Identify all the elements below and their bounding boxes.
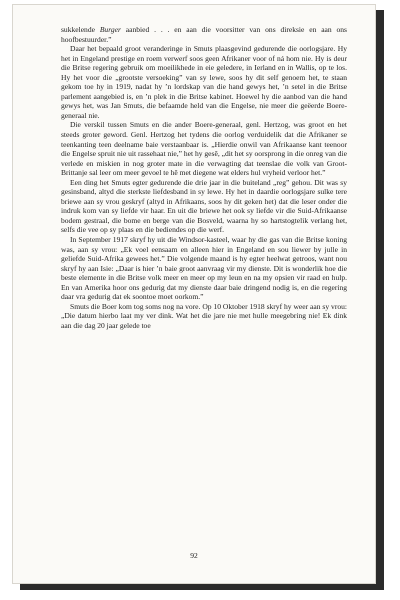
paragraph [61, 44, 347, 120]
text-run: Daar het bepaald groot veranderinge in Smuts plaasgevind gedurende die oorlogsjare. Hy het in Engeland prestige en roem verwerf soos geen Afrikaner voor of ná hom nie. Hy is deur die Britse regering gebruik om moeilikhede in eie geledere, in Ierland en in Wallis, op te los. Hy het voor die „grootste versoeking” van sy lewe, soos hy dit self genoem het, te staan gekom toe hy in 1919, nadat hy ’n lordskap van die hand gewys het, ’n setel in die Britse parlement aangebied is, en ’n plek in die Britse kabinet. Hoewel hy die aanbod van die hand gewys het, was Jan Smuts, die befaamde held van die Engelse, nie meer die geëerde Boere-generaal nie. [61, 44, 347, 120]
paragraph [61, 235, 347, 302]
text-run: sukkelende [61, 25, 100, 34]
body-text [61, 25, 347, 331]
text-run: Smuts die Boer kom tog soms nog na vore. Op 10 Oktober 1918 skryf hy weer aan sy vrou: „Die datum hierbo laat my ver dink. Wat het die jare nie met hulle meegebring nie! Ek dink aan die dag 20 jaar gelede toe [61, 301, 347, 330]
text-run: Een ding het Smuts egter gedurende die drie jaar in die buiteland „reg” gehou. Dit was sy gesinsband, altyd die sterkste liefdesband in sy lewe. Hy het in daardie oorlogsjare sulke tere briewe aan sy vrou geskryf (altyd in Afrikaans, soos hy dit geken het) dat die leser onder die indruk kom van sy liefde vir haar. En uit die briewe het ook sy liefde vir die Suid-Afrikaanse bodem gestraal, die bome en berge van die Bosveld, waarna hy so hartstogtelik verlang het, selfs die vee op sy plaas en die bediendes op die werf. [61, 177, 347, 235]
paragraph [61, 120, 347, 177]
page-number: 92 [190, 551, 198, 560]
paragraph [61, 178, 347, 235]
paragraph [61, 25, 347, 44]
text-run: aanbied . . . en aan die voorsitter van ons direksie en aan ons hoofbestuurder.” [61, 25, 347, 44]
italic-text: Burger [99, 25, 121, 34]
text-run: In September 1917 skryf hy uit die Windsor-kasteel, waar hy die gas van die Britse koning was, aan sy vrou: „Ek voel eensaam en alleen hier in Engeland en sou liewer by julle in geliefde Suid-Afrika gewees het.” Die volgende maand is hy egter heelwat getroos, want nou skryf hy aan Isie: „Daar is hier ’n baie groot aanvraag vir my dienste. Dit is wonderlik hoe die beste elemente in die Britse volk meer en meer op my leun en na my opsien vir raad en hulp. En van Amerika hoor ons gedurig dat my dienste daar baie dringend nodig is, en die regering daar vra gedurig dat ek soontoe moet oorkom.” [61, 235, 347, 302]
book-page [12, 4, 376, 584]
text-run: Die verskil tussen Smuts en die ander Boere-generaal, genl. Hertzog, was groot en het steeds groter geword. Genl. Hertzog het tydens die oorlog verduidelik dat die Afrikaner se teenkanting teen deelname baie verstaanbaar is. „Hierdie onwil van Afrikaanse kant teenoor die Engelse spruit nie uit rassehaat nie,” het hy gesê, „dit het sy oorsprong in die onreg van die verlede en miskien in nog groter mate in die verwagting dat teenslae die volk van Groot-Brittanje sal leer om meer gevoel te hê met diegene wat elders hul vryheid verloor het.” [61, 120, 347, 178]
paragraph [61, 302, 347, 331]
